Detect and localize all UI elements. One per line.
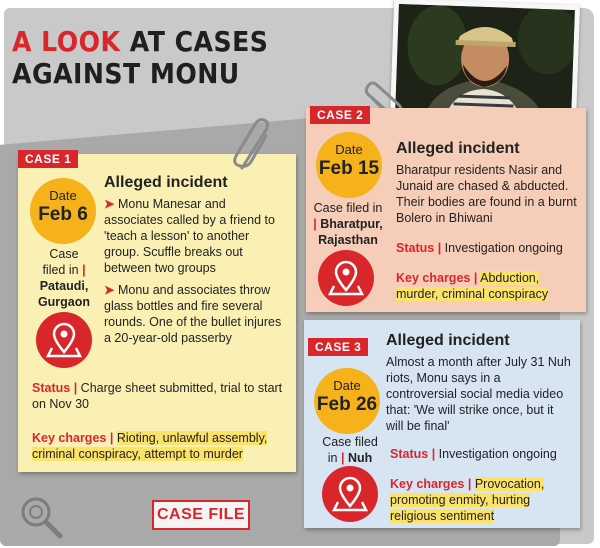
case-3-location: Nuh <box>347 451 373 465</box>
case-2-date-label: Date <box>335 142 363 157</box>
case-1-charges-label: Key charges <box>32 431 107 445</box>
case-3-date-label: Date <box>333 378 361 393</box>
case-3-incident-title: Alleged incident <box>386 332 510 349</box>
case-1-filed: Case filed in | Pataudi, Gurgaon <box>32 246 96 310</box>
magnifier-icon <box>16 492 66 542</box>
case-3-filed-in: in <box>327 451 338 465</box>
case-1-charges-value: Rioting, unlawful assembly, criminal conspiracy, attempt to murder <box>32 431 268 461</box>
case-3-description: Almost a month after July 31 Nuh riots, Monu says in a controversial social media video that: 'We will strike once, but it will be final' <box>386 355 571 433</box>
case-3-status: Status | Investigation ongoing <box>390 447 557 461</box>
paperclip-icon <box>232 118 280 174</box>
case-1-card <box>18 154 296 472</box>
case-2-charges: Key charges | Abduction, murder, criminal conspiracy <box>396 271 549 301</box>
case-1-status: Status | Charge sheet submitted, trial to start on Nov 30 <box>32 381 283 411</box>
case-3-filed-prefix: Case filed <box>322 435 378 449</box>
case-1-location-2: Gurgaon <box>37 295 91 309</box>
location-pin-icon <box>322 466 378 522</box>
case-2-badge: CASE 2 <box>310 106 370 124</box>
case-1-date: Feb 6 <box>38 204 88 225</box>
case-1-filed-prefix: Case <box>49 247 79 261</box>
case-3-charges: Key charges | Provocation, promoting enmity, hurting religious sentiment <box>390 477 545 523</box>
case-2-filed: Case filed in | Bharatpur, Rajasthan <box>306 200 390 248</box>
case-1-location-1: Pataudi, <box>39 279 89 293</box>
case-2-status: Status | Investigation ongoing <box>396 241 563 255</box>
case-2-status-value: Investigation ongoing <box>444 241 563 255</box>
case-2-location-2: Rajasthan <box>318 233 378 247</box>
location-pin-icon <box>36 312 92 368</box>
case-3-status-label: Status <box>390 447 429 461</box>
case-1-bullet-1: ➤ Monu Manesar and associates called by a friend to 'teach a lesson' to another group. Scuffle breaks out between two groups <box>104 197 275 275</box>
location-pin-icon <box>318 250 374 306</box>
case-3-date-circle <box>314 368 380 434</box>
case-3-status-value: Investigation ongoing <box>438 447 557 461</box>
case-3-date: Feb 26 <box>316 394 378 415</box>
case-2-charges-label: Key charges <box>396 271 471 285</box>
headline-rest: AT CASES <box>120 25 269 58</box>
portrait-image <box>395 4 575 120</box>
case-1-date-label: Date <box>49 188 77 203</box>
case-2-status-label: Status <box>396 241 435 255</box>
case-2-incident-title: Alleged incident <box>396 140 520 157</box>
headline-line2: AGAINST MONU <box>12 57 240 90</box>
case-1-badge: CASE 1 <box>18 150 78 168</box>
case-2-date-circle <box>316 132 382 198</box>
portrait-photo <box>390 0 580 125</box>
case-1-bullet-1-text: Monu Manesar and associates called by a friend to 'teach a lesson' to another group. Scuffle breaks out between two groups <box>104 197 275 275</box>
case-1-bullet-2: ➤ Monu and associates throw glass bottles and fire several rounds. One of the bullet injures a 20-year-old passerby <box>104 283 282 345</box>
headline <box>12 26 268 90</box>
case-2-card <box>306 108 586 312</box>
case-3-card <box>304 320 580 528</box>
case-3-charges-label: Key charges <box>390 477 465 491</box>
case-3-filed: Case filed in | Nuh <box>312 434 388 466</box>
case-3-badge: CASE 3 <box>308 338 368 356</box>
case-1-status-label: Status <box>32 381 71 395</box>
case-file-stamp: CASE FILE <box>152 500 250 530</box>
case-2-description: Bharatpur residents Nasir and Junaid are chased & abducted. Their bodies are found in a burnt Bolero in Bhiwani <box>396 163 577 225</box>
case-1-status-value: Charge sheet submitted, trial to start on Nov 30 <box>32 381 283 411</box>
case-1-date-circle <box>30 178 96 244</box>
case-2-date: Feb 15 <box>318 158 380 179</box>
headline-accent: A LOOK <box>12 25 121 58</box>
case-2-location-1: Bharatpur, <box>320 217 383 231</box>
case-2-charges-value: Abduction, murder, criminal conspiracy <box>396 271 549 301</box>
case-1-filed-in: filed in <box>42 263 79 277</box>
case-1-bullet-2-text: Monu and associates throw glass bottles and fire several rounds. One of the bullet injures a 20-year-old passerby <box>104 283 282 345</box>
case-3-charges-value: Provocation, promoting enmity, hurting religious sentiment <box>390 477 545 523</box>
case-1-charges: Key charges | Rioting, unlawful assembly, criminal conspiracy, attempt to murder <box>32 431 268 461</box>
case-1-incident-title: Alleged incident <box>104 174 228 191</box>
case-2-filed-prefix: Case filed in <box>313 201 383 215</box>
